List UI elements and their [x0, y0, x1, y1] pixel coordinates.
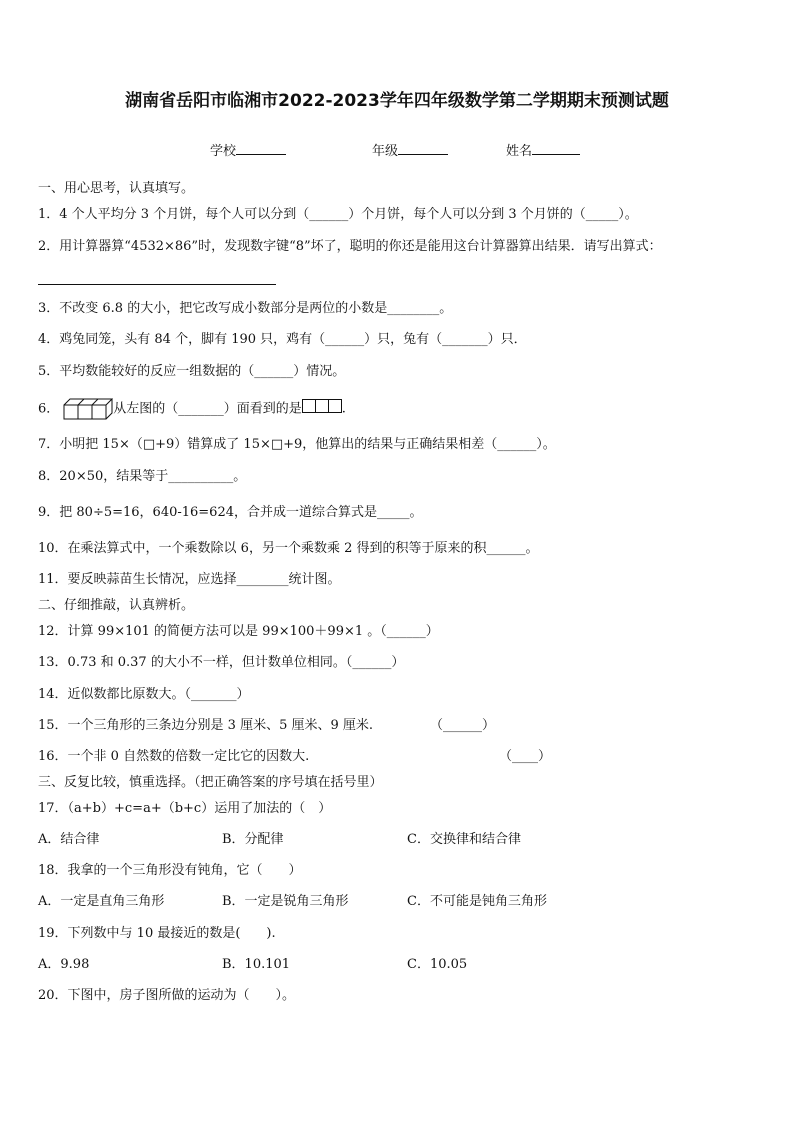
section-heading-2: 二、仔细推敲，认真辨析。 — [38, 598, 195, 613]
question-6-end: . — [341, 401, 346, 417]
question-18-option-b: B．一定是锐角三角形 — [222, 894, 349, 909]
question-6-text: 从左图的（_______）面看到的是 — [113, 401, 302, 417]
question-18-option-c: C．不可能是钝角三角形 — [407, 894, 547, 909]
question-13: 13．0.73 和 0.37 的大小不一样，但计数单位相同。（______） — [38, 655, 405, 670]
name-blank[interactable] — [532, 140, 580, 155]
question-1: 1．4 个人平均分 3 个月饼，每个人可以分到（______）个月饼，每个人可以分到 3 个月饼的（_____）。 — [38, 207, 638, 222]
question-7: 7．小明把 15×（□+9）错算成了 15×□+9，他算出的结果与正确结果相差（______）。 — [38, 437, 556, 452]
page-title: 湖南省岳阳市临湘市2022-2023学年四年级数学第二学期期末预测试题 — [125, 91, 669, 111]
section-heading-1: 一、用心思考，认真填写。 — [38, 181, 195, 196]
name-label: 姓名 — [506, 144, 533, 159]
question-18-option-a: A．一定是直角三角形 — [38, 894, 165, 909]
question-14: 14．近似数都比原数大。（_______） — [38, 687, 250, 702]
school-blank[interactable] — [236, 140, 286, 155]
question-15: 15．一个三角形的三条边分别是 3 厘米、5 厘米、9 厘米. — [38, 718, 374, 733]
question-19-option-a: A．9.98 — [38, 957, 90, 972]
question-16-answer: （____） — [499, 749, 552, 764]
question-11: 11．要反映蒜苗生长情况，应选择________统计图。 — [38, 572, 341, 587]
question-12: 12．计算 99×101 的简便方法可以是 99×100＋99×1 。（______） — [38, 624, 439, 639]
school-field — [210, 140, 286, 159]
question-5: 5．平均数能较好的反应一组数据的（______）情况。 — [38, 364, 346, 379]
question-16: 16．一个非 0 自然数的倍数一定比它的因数大. — [38, 749, 310, 764]
question-19-option-c: C．10.05 — [407, 957, 468, 972]
question-4: 4．鸡兔同笼，头有 84 个，脚有 190 只，鸡有（______）只，兔有（_______）只． — [38, 332, 527, 347]
question-17-option-b: B．分配律 — [222, 832, 284, 847]
question-17: 17．（a+b）+c=a+（b+c）运用了加法的（ ） — [38, 801, 332, 816]
grade-field — [372, 140, 448, 159]
school-label: 学校 — [210, 144, 237, 159]
question-18: 18．我拿的一个三角形没有钝角，它（ ） — [38, 863, 302, 878]
question-15-answer: （______） — [430, 718, 496, 733]
question-6-number: 6． — [38, 401, 60, 417]
question-8: 8．20×50，结果等于__________。 — [38, 469, 247, 484]
cube-figure-icon — [63, 398, 113, 420]
question-20: 20．下图中，房子图所做的运动为（ ）。 — [38, 988, 296, 1003]
question-2: 2．用计算器算“4532×86”时，发现数字键“8”坏了，聪明的你还是能用这台计算器算出结果．请写出算式： — [38, 239, 662, 254]
question-9: 9．把 80÷5=16，640-16=624，合并成一道综合算式是_____。 — [38, 505, 423, 520]
question-19-option-b: B．10.101 — [222, 957, 291, 972]
grade-label: 年级 — [372, 144, 399, 159]
squares-view-icon — [302, 399, 342, 419]
question-17-option-c: C．交换律和结合律 — [407, 832, 521, 847]
section-heading-3: 三、反复比较，慎重选择。（把正确答案的序号填在括号里） — [38, 775, 383, 790]
question-6 — [38, 398, 346, 420]
answer-line — [38, 284, 276, 285]
name-field — [506, 140, 580, 159]
question-3: 3．不改变 6.8 的大小，把它改写成小数部分是两位的小数是________。 — [38, 301, 453, 316]
question-17-option-a: A．结合律 — [38, 832, 100, 847]
question-19: 19．下列数中与 10 最接近的数是( ). — [38, 926, 276, 941]
question-10: 10．在乘法算式中，一个乘数除以 6，另一个乘数乘 2 得到的积等于原来的积______。 — [38, 541, 539, 556]
grade-blank[interactable] — [398, 140, 448, 155]
